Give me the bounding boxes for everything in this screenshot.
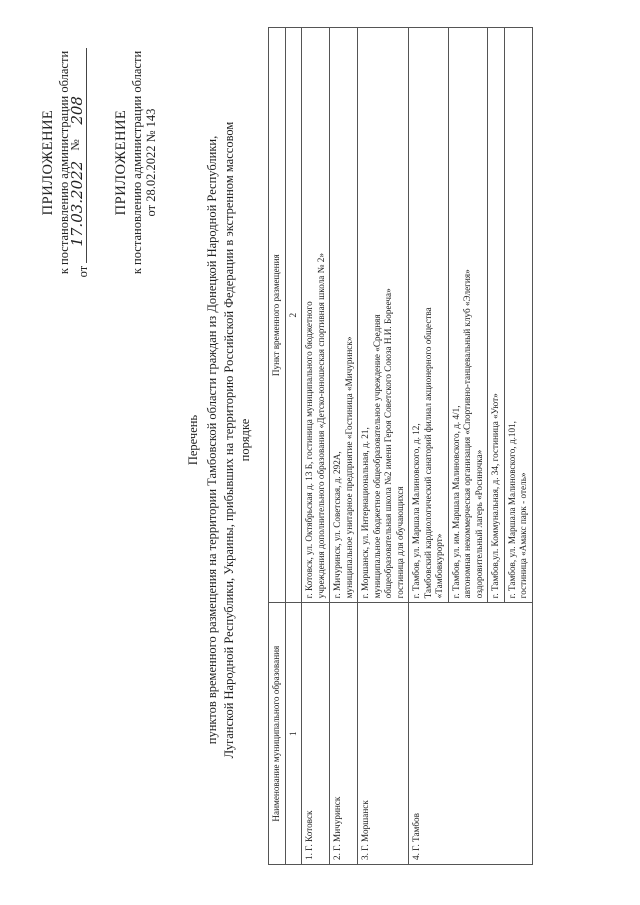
column-header-municipality: Наименование муниципального образования (269, 603, 286, 865)
placement-point-cell (488, 28, 505, 603)
date-prefix: от (76, 265, 91, 278)
placement-point-cell (330, 28, 358, 603)
point-line: г. Тамбов, ул. им. Маршала Малиновского, д. 4/1, (450, 405, 461, 599)
appendix-resolution-line: к постановлению администрации области (56, 50, 71, 275)
point-line: г. Тамбов, ул. Маршала Малиновского, д. 12, (411, 423, 421, 599)
heading-title: Перечень (186, 414, 200, 466)
point-line: г. Моршанск, ул. Интернациональная, д. 21, (360, 427, 370, 599)
appendix-block-handwritten (40, 40, 90, 285)
placement-point-cell (448, 28, 488, 603)
point-line: г. Котовск, ул. Октябрьская д. 13 Б, гостиница муниципального бюджетного (304, 301, 314, 599)
heading-line-1: пунктов временного размещения на территории Тамбовской области граждан из Донецкой Народной Республики, (205, 135, 220, 745)
point-line: гостиница «Амакс парк - отель» (518, 472, 528, 599)
column-number-2: 2 (285, 28, 302, 603)
point-line: учреждения дополнительного образования «Детско-юношеская спортивная школа № 2» (315, 253, 326, 599)
heading-line-2: Луганской Народной Республики, Украины, прибывших на территорию Российской Федерации в экстренном массовом (221, 121, 236, 759)
number-sign: № (68, 139, 83, 151)
appendix-date-line (68, 40, 91, 285)
placement-points-table (268, 27, 533, 865)
table-row (409, 28, 449, 865)
appendix-resolution-line-2: к постановлению администрации области (129, 50, 144, 275)
appendix-date-line-2: от 28.02.2022 № 143 (144, 108, 159, 217)
appendix-title-2: ПРИЛОЖЕНИЕ (113, 109, 129, 216)
column-number-row (285, 28, 302, 865)
placement-point-cell (409, 28, 449, 603)
point-line: гостиница для обучающихся (394, 486, 405, 599)
point-line: муниципальное бюджетное общеобразовательное учреждение «Средняя (371, 314, 382, 599)
table-header-row (269, 28, 286, 865)
column-header-placement-point: Пункт временного размещения (269, 28, 286, 603)
handwritten-number: 208 (68, 96, 87, 125)
point-line: автономная некоммерческая организация «Спортивно-танцевальный клуб «Элегия» (462, 269, 472, 599)
table-row (358, 28, 409, 865)
point-line: Тамбовский кардиологический санаторий филиал акционерного общества (422, 307, 433, 599)
appendix-title: ПРИЛОЖЕНИЕ (40, 109, 56, 216)
table-row (302, 28, 330, 865)
municipality-cell: 4. Г. Тамбов (409, 603, 533, 865)
municipality-cell: 3. Г. Моршанск (358, 603, 409, 865)
placement-point-cell (302, 28, 330, 603)
point-line: муниципальное унитарное предприятие «Гостиница «Мичуринск» (343, 336, 354, 599)
municipality-cell: 1. Г. Котовск (302, 603, 330, 865)
column-number-1: 1 (285, 603, 302, 865)
placement-point-cell (358, 28, 409, 603)
appendix-block-original (113, 40, 158, 285)
document-heading (185, 50, 253, 830)
heading-line-3: порядке (237, 418, 252, 462)
handwritten-date-field (68, 48, 87, 263)
placement-point-cell (504, 28, 532, 603)
point-line: г. Тамбов,ул. Коммунальная, д. 34, гостиница «Уют» (490, 393, 500, 599)
point-line: г. Мичуринск, ул. Советская, д. 292А, (332, 451, 342, 599)
handwritten-date: 17.03.2022 (68, 160, 87, 247)
point-line: оздоровительный лагерь «Росиночка» (473, 449, 484, 599)
point-line: общеобразовательная школа №2 имени Героя Советского Союза Н.И. Борееча» (383, 288, 393, 599)
point-line: «Тамбовкурорт» (434, 533, 444, 599)
table-row (330, 28, 358, 865)
point-line: г. Тамбов, ул. Маршала Малиновского, д.101, (506, 421, 517, 599)
municipality-cell: 2. Г. Мичуринск (330, 603, 358, 865)
